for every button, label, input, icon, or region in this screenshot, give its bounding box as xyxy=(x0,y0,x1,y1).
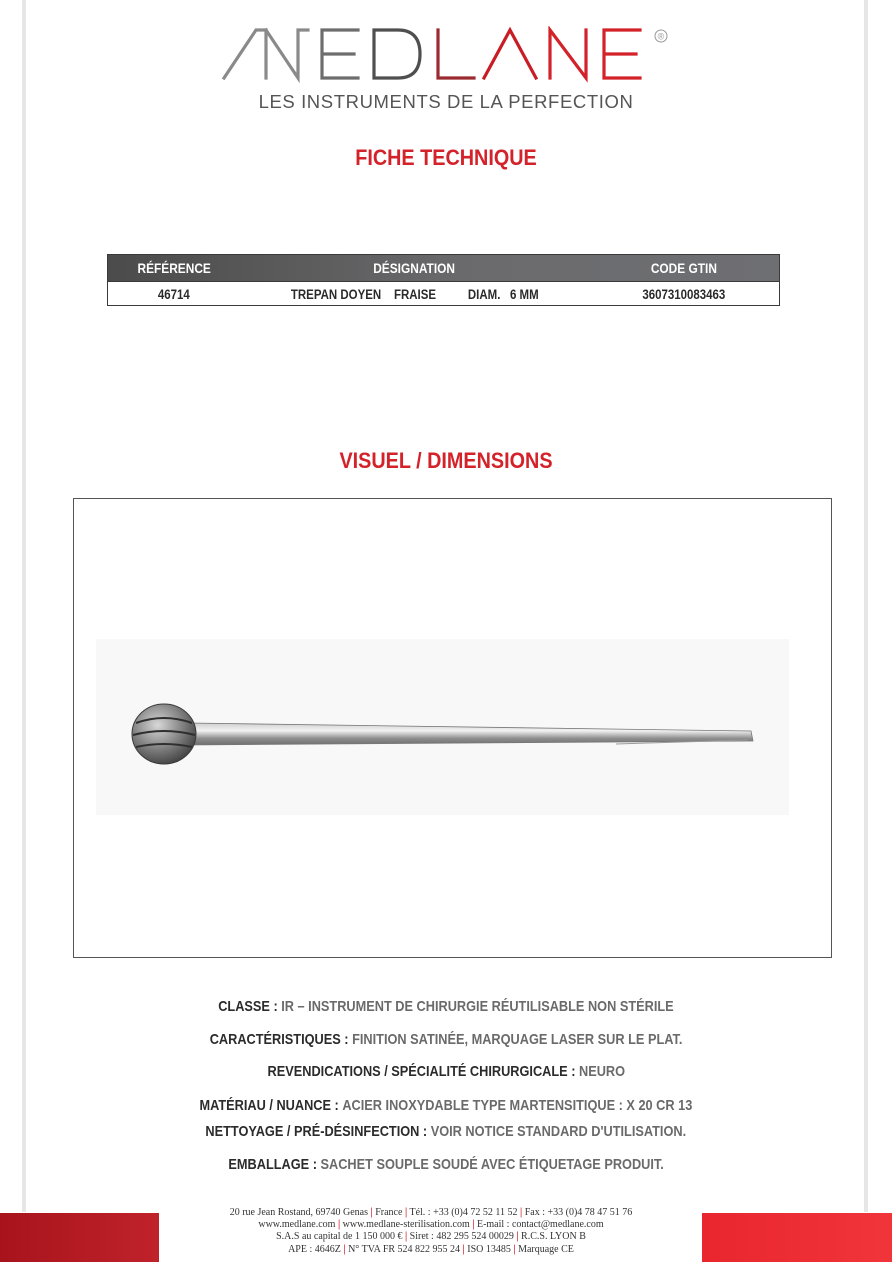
spec-label: REVENDICATIONS / SPÉCIALITÉ CHIRURGICALE : xyxy=(267,1063,576,1080)
footer-email[interactable]: E-mail : contact@medlane.com xyxy=(476,1219,604,1231)
footer-iso: ISO 13485 xyxy=(467,1243,511,1255)
footer-country: France xyxy=(375,1207,403,1218)
cell-gtin: 3607310083463 xyxy=(642,286,726,302)
footer-fax: Fax : +33 (0)4 78 47 51 76 xyxy=(524,1207,633,1218)
spec-label: NETTOYAGE / PRÉ-DÉSINFECTION : xyxy=(205,1123,428,1140)
spec-label: CLASSE : xyxy=(218,998,278,1015)
footer-line-2: www.medlane.com | www.medlane-sterilisation.com | E-mail : contact@medlane.com xyxy=(258,1219,604,1231)
footer-tva: N° TVA FR 524 822 955 24 xyxy=(348,1243,461,1255)
header-reference: RÉFÉRENCE xyxy=(137,260,211,276)
footer-line-1: 20 rue Jean Rostand, 69740 Genas | France | Tél. : +33 (0)4 72 52 11 52 | Fax : +33 (0)4 78 47 51 76 xyxy=(229,1207,633,1218)
footer-company-info xyxy=(160,1207,702,1256)
spec-value: SACHET SOUPLE SOUDÉ AVEC ÉTIQUETAGE PRODUIT. xyxy=(320,1156,664,1173)
footer-line-3: S.A.S au capital de 1 150 000 € | Siret : 482 295 524 00029 | R.C.S. LYON B xyxy=(276,1231,586,1243)
spec-value: VOIR NOTICE STANDARD D'UTILISATION. xyxy=(430,1123,687,1140)
trepan-burr-image xyxy=(96,639,789,815)
footer-capital: S.A.S au capital de 1 150 000 € xyxy=(276,1231,403,1243)
spec-label: MATÉRIAU / NUANCE : xyxy=(199,1097,339,1114)
visuel-dimensions-heading: VISUEL / DIMENSIONS xyxy=(339,448,553,473)
header-designation: DÉSIGNATION xyxy=(373,260,456,276)
spec-value: FINITION SATINÉE, MARQUAGE LASER SUR LE PLAT. xyxy=(352,1031,683,1048)
spec-value: ACIER INOXYDABLE TYPE MARTENSITIQUE : X 20 CR 13 xyxy=(342,1097,693,1114)
spec-value: NEURO xyxy=(578,1063,625,1080)
footer-bar-left xyxy=(0,1213,159,1262)
spec-value: IR – INSTRUMENT DE CHIRURGIE RÉUTILISABLE NON STÉRILE xyxy=(281,998,674,1015)
brand-tagline: LES INSTRUMENTS DE LA PERFECTION xyxy=(258,91,634,112)
table-row xyxy=(108,281,779,306)
footer-address: 20 rue Jean Rostand, 69740 Genas xyxy=(229,1207,369,1218)
spec-caracteristiques xyxy=(0,1031,892,1048)
spec-label: CARACTÉRISTIQUES : xyxy=(209,1031,349,1048)
header-gtin: CODE GTIN xyxy=(651,260,718,276)
product-photo xyxy=(96,639,789,815)
reference-table xyxy=(107,254,780,306)
footer-web-sterilisation-link[interactable]: www.medlane-sterilisation.com xyxy=(342,1219,470,1231)
footer-bar-right xyxy=(702,1213,892,1262)
spec-nettoyage xyxy=(0,1123,892,1140)
spec-revendications xyxy=(0,1063,892,1080)
footer-rcs: R.C.S. LYON B xyxy=(521,1231,586,1243)
cell-designation: TREPAN DOYEN FRAISE DIAM. 6 MM xyxy=(290,286,539,302)
cell-reference: 46714 xyxy=(157,286,190,302)
footer-siret: Siret : 482 295 524 00029 xyxy=(409,1231,514,1243)
medlane-logo xyxy=(220,26,680,84)
fiche-technique-heading: FICHE TECHNIQUE xyxy=(355,145,537,170)
footer-tel: Tél. : +33 (0)4 72 52 11 52 xyxy=(409,1207,518,1218)
spec-materiau xyxy=(0,1097,892,1114)
footer-web-link[interactable]: www.medlane.com xyxy=(258,1219,336,1231)
registered-mark: ® xyxy=(657,31,665,42)
spec-classe xyxy=(0,998,892,1015)
footer-line-4: APE : 4646Z | N° TVA FR 524 822 955 24 | ISO 13485 | Marquage CE xyxy=(288,1243,574,1255)
visual-frame xyxy=(73,498,832,958)
footer-ape: APE : 4646Z xyxy=(288,1243,341,1255)
footer-ce: Marquage CE xyxy=(518,1243,574,1255)
spec-emballage xyxy=(0,1156,892,1173)
table-header-row xyxy=(108,255,779,281)
spec-label: EMBALLAGE : xyxy=(228,1156,317,1173)
